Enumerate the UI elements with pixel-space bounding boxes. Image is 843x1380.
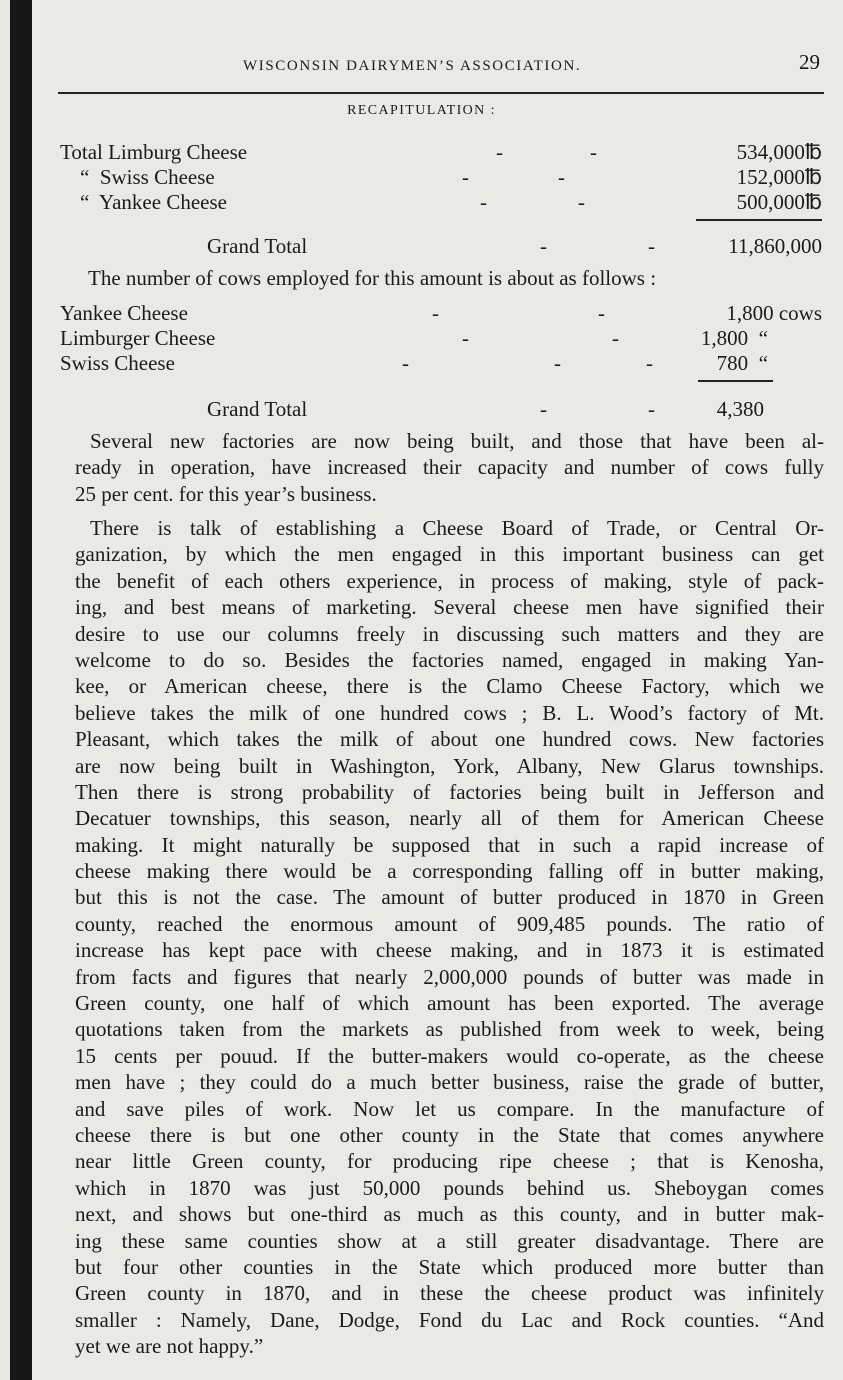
text-line: the benefit of each others experience, in process of making, style of pack-	[75, 568, 824, 593]
paragraph-new-factories	[75, 428, 824, 507]
text-line: desire to use our columns freely in discussing such matters and they are	[75, 621, 824, 646]
cow-row-yankee: Yankee Cheese - - 1,800 cows	[60, 301, 822, 325]
recapitulation-heading: RECAPITULATION :	[347, 103, 496, 118]
text-line: are now being built in Washington, York, Albany, New Glarus townships.	[75, 753, 824, 778]
text-line: smaller : Namely, Dane, Dodge, Fond du Lac and Rock counties. “And	[75, 1307, 824, 1332]
text-line: Several new factories are now being built, and those that have been al-	[90, 429, 824, 453]
cows-grand-total: Grand Total - - 4,380	[207, 397, 764, 421]
row-value: 1,800 cows	[726, 301, 822, 325]
text-line: ing, and best means of marketing. Several cheese men have signified their	[75, 595, 824, 620]
paragraph-cheese-board	[75, 515, 824, 1360]
row-value: 152,000℔	[736, 165, 822, 189]
text-line: ready in operation, have increased their capacity and number of cows fully	[75, 455, 824, 480]
text-line: 25 per cent. for this year’s business.	[75, 481, 377, 506]
row-label: Swiss Cheese	[60, 351, 175, 375]
text-line: making. It might naturally be supposed that in such a rapid increase of	[75, 832, 824, 857]
sum-rule	[698, 380, 773, 382]
text-line: cheese making there would be a corresponding falling off in butter making,	[75, 859, 824, 884]
cow-row-swiss: Swiss Cheese - - - 780 “	[60, 351, 768, 375]
text-line: but this is not the case. The amount of butter produced in 1870 in Green	[75, 885, 824, 910]
cows-intro	[88, 265, 822, 291]
row-value: 780 “	[716, 351, 768, 375]
row-value: 4,380	[716, 397, 764, 421]
row-label: Limburger Cheese	[60, 326, 216, 350]
text-line: Then there is strong probability of factories being built in Jefferson and	[75, 779, 824, 804]
text-line: cheese there is but one other county in the State that comes anywhere	[75, 1122, 824, 1147]
text-line: county, reached the enormous amount of 909,485 pounds. The ratio of	[75, 911, 824, 936]
text-line: welcome to do so. Besides the factories named, engaged in making Yan-	[75, 647, 824, 672]
text-line: which in 1870 was just 50,000 pounds behind us. Sheboygan comes	[75, 1175, 824, 1200]
text-line: kee, or American cheese, there is the Clamo Cheese Factory, which we	[75, 674, 824, 699]
sum-rule	[696, 219, 822, 221]
row-value: 500,000℔	[736, 190, 822, 214]
text-line: believe takes the milk of one hundred cows ; B. L. Wood’s factory of Mt.	[75, 700, 824, 725]
row-label: Grand Total	[207, 397, 308, 421]
text-line: Green county in 1870, and in these the cheese product was infinitely	[75, 1281, 824, 1306]
intro-text: The number of cows employed for this amount is about as follows :	[88, 266, 657, 290]
page-header	[58, 50, 822, 82]
row-value: 1,800 “	[700, 326, 768, 350]
text-line: Green county, one half of which amount has been exported. The average	[75, 991, 824, 1016]
row-label: “ Swiss Cheese	[80, 165, 215, 189]
text-line: yet we are not happy.”	[75, 1334, 264, 1359]
cheese-row-swiss: “ Swiss Cheese - - 152,000℔	[80, 165, 822, 189]
row-value: 11,860,000	[728, 234, 822, 258]
text-line: ganization, by which the men engaged in this important business can get	[75, 542, 824, 567]
text-line: next, and shows but one-third as much as this county, and in butter mak-	[75, 1202, 824, 1227]
text-line: from facts and figures that nearly 2,000,000 pounds of butter was made in	[75, 964, 824, 989]
text-line: quotations taken from the markets as published from week to week, being	[75, 1017, 824, 1042]
row-label: Yankee Cheese	[60, 301, 188, 325]
cheese-row-yankee: “ Yankee Cheese - - 500,000℔	[80, 190, 822, 214]
text-line: men have ; they could do a much better business, raise the grade of butter,	[75, 1070, 824, 1095]
page-number: 29	[799, 50, 820, 74]
running-title: WISCONSIN DAIRYMEN’S ASSOCIATION.	[243, 58, 582, 74]
header-rule	[58, 92, 824, 94]
text-line: ing these same counties show at a still greater disadvantage. There are	[75, 1228, 824, 1253]
text-line: Decatuer townships, this season, nearly all of them for American Cheese	[75, 806, 824, 831]
text-line: but four other counties in the State which produced more butter than	[75, 1254, 824, 1279]
row-label: Grand Total	[207, 234, 308, 258]
book-spine-shadow	[10, 0, 32, 1380]
cheese-row-limburg: Total Limburg Cheese - - 534,000℔	[60, 140, 822, 164]
cheese-grand-total: Grand Total - - 11,860,000	[207, 234, 822, 258]
text-line: increase has kept pace with cheese making, and in 1873 it is estimated	[75, 938, 824, 963]
row-value: 534,000℔	[736, 140, 822, 164]
row-label: Total Limburg Cheese	[60, 140, 248, 164]
text-line: There is talk of establishing a Cheese Board of Trade, or Central Or-	[90, 516, 824, 540]
row-label: “ Yankee Cheese	[80, 190, 227, 214]
text-line: Pleasant, which takes the milk of about one hundred cows. New factories	[75, 727, 824, 752]
cow-row-limburger: Limburger Cheese - - 1,800 “	[60, 326, 768, 350]
text-line: 15 cents per pouud. If the butter-makers would co-operate, as the cheese	[75, 1043, 824, 1068]
text-line: near little Green county, for producing ripe cheese ; that is Kenosha,	[75, 1149, 824, 1174]
text-line: and save piles of work. Now let us compare. In the manufacture of	[75, 1096, 824, 1121]
